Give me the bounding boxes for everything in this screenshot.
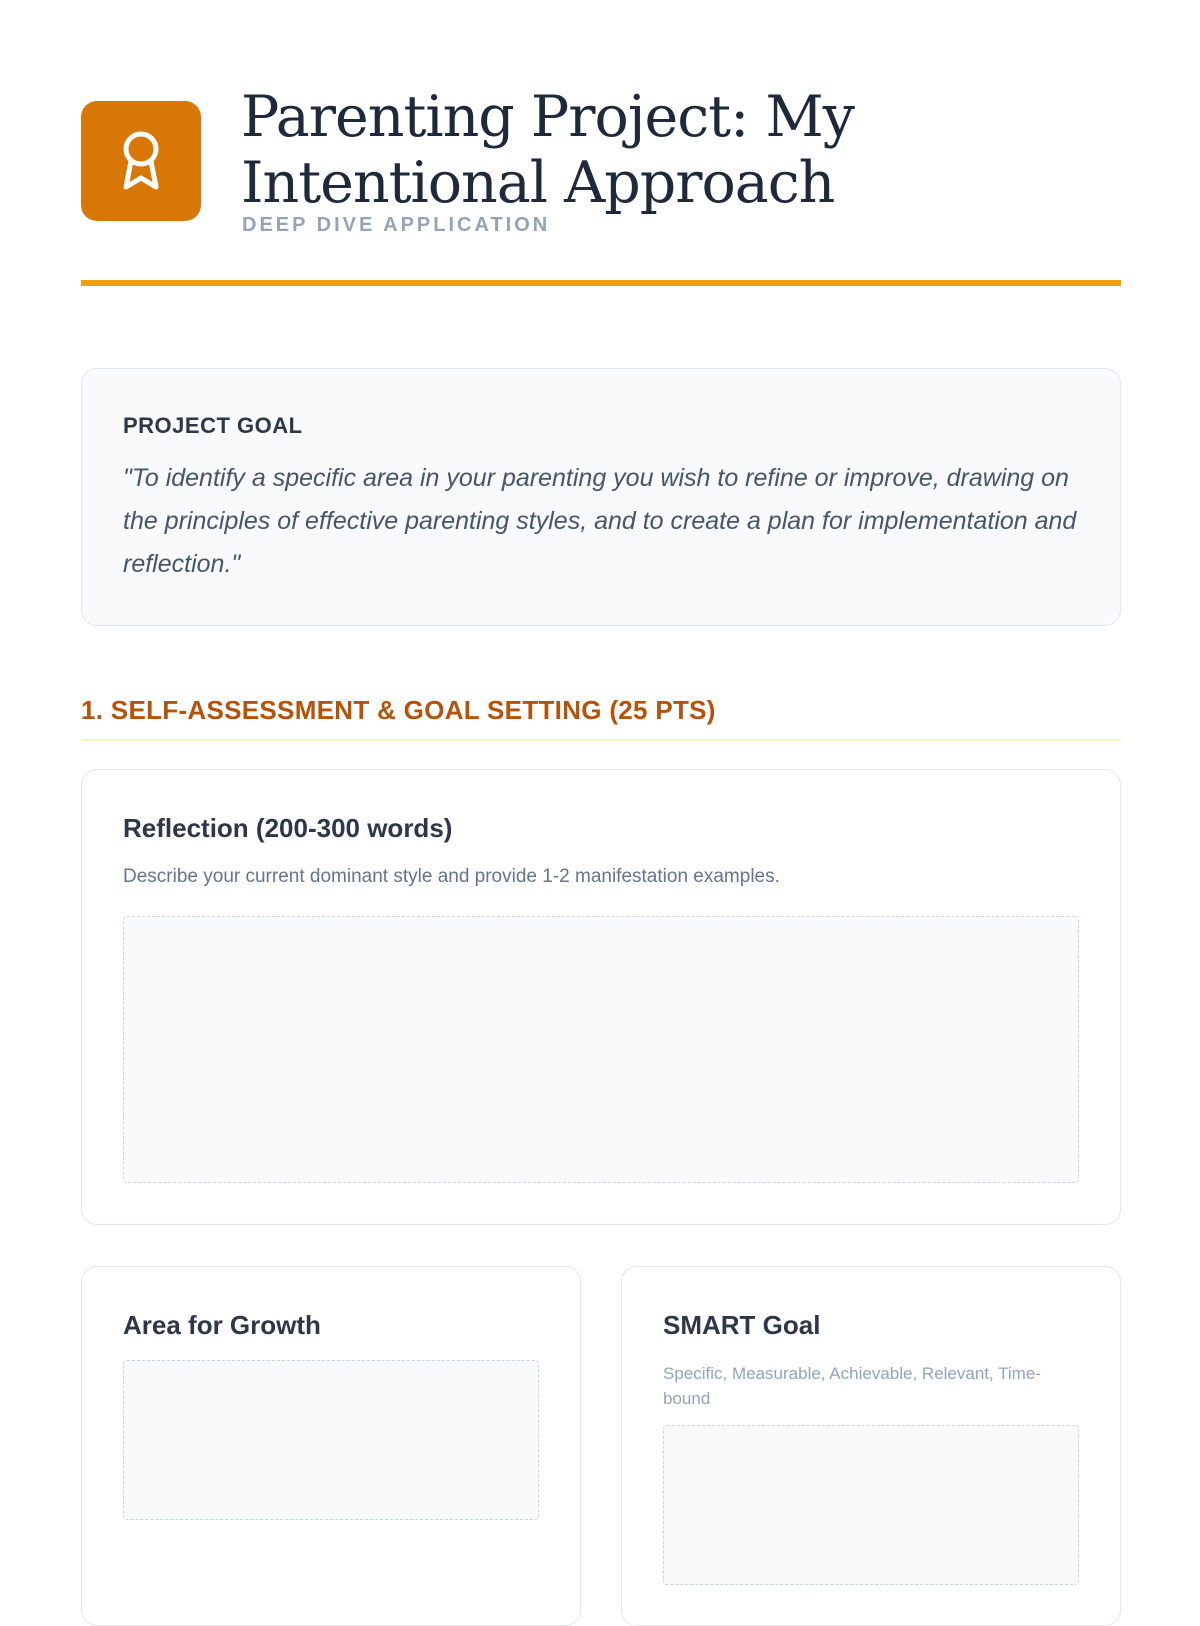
- area-for-growth-title: Area for Growth: [123, 1310, 321, 1340]
- smart-goal-card: [621, 1266, 1121, 1626]
- reflection-title: Reflection (200-300 words): [123, 813, 453, 843]
- project-goal-label: PROJECT GOAL: [123, 413, 303, 438]
- logo-badge: [81, 101, 201, 221]
- reflection-card: [81, 769, 1121, 1225]
- header-divider: [81, 280, 1121, 286]
- smart-goal-hint: Specific, Measurable, Achievable, Relevant, Time-bound: [663, 1364, 1041, 1408]
- area-for-growth-card: [81, 1266, 581, 1626]
- project-goal-quote: "To identify a specific area in your parenting you wish to refine or improve, drawing on the principles of effective parenting styles, and to create a plan for implementation and reflection.": [123, 464, 1077, 578]
- area-for-growth-input[interactable]: [123, 1360, 539, 1520]
- project-goal-box: [81, 368, 1121, 626]
- page-subtitle: DEEP DIVE APPLICATION: [242, 214, 551, 236]
- header: [81, 84, 1121, 288]
- section-heading: 1. SELF-ASSESSMENT & GOAL SETTING (25 PTS): [81, 695, 716, 725]
- smart-goal-title: SMART Goal: [663, 1310, 821, 1340]
- page-title: Parenting Project: My Intentional Approach: [241, 84, 854, 216]
- smart-goal-input[interactable]: [663, 1425, 1079, 1585]
- section-divider: [81, 739, 1121, 741]
- reflection-input[interactable]: [123, 916, 1079, 1183]
- reflection-description: Describe your current dominant style and provide 1-2 manifestation examples.: [123, 866, 780, 887]
- ribbon-award-icon: [119, 129, 163, 193]
